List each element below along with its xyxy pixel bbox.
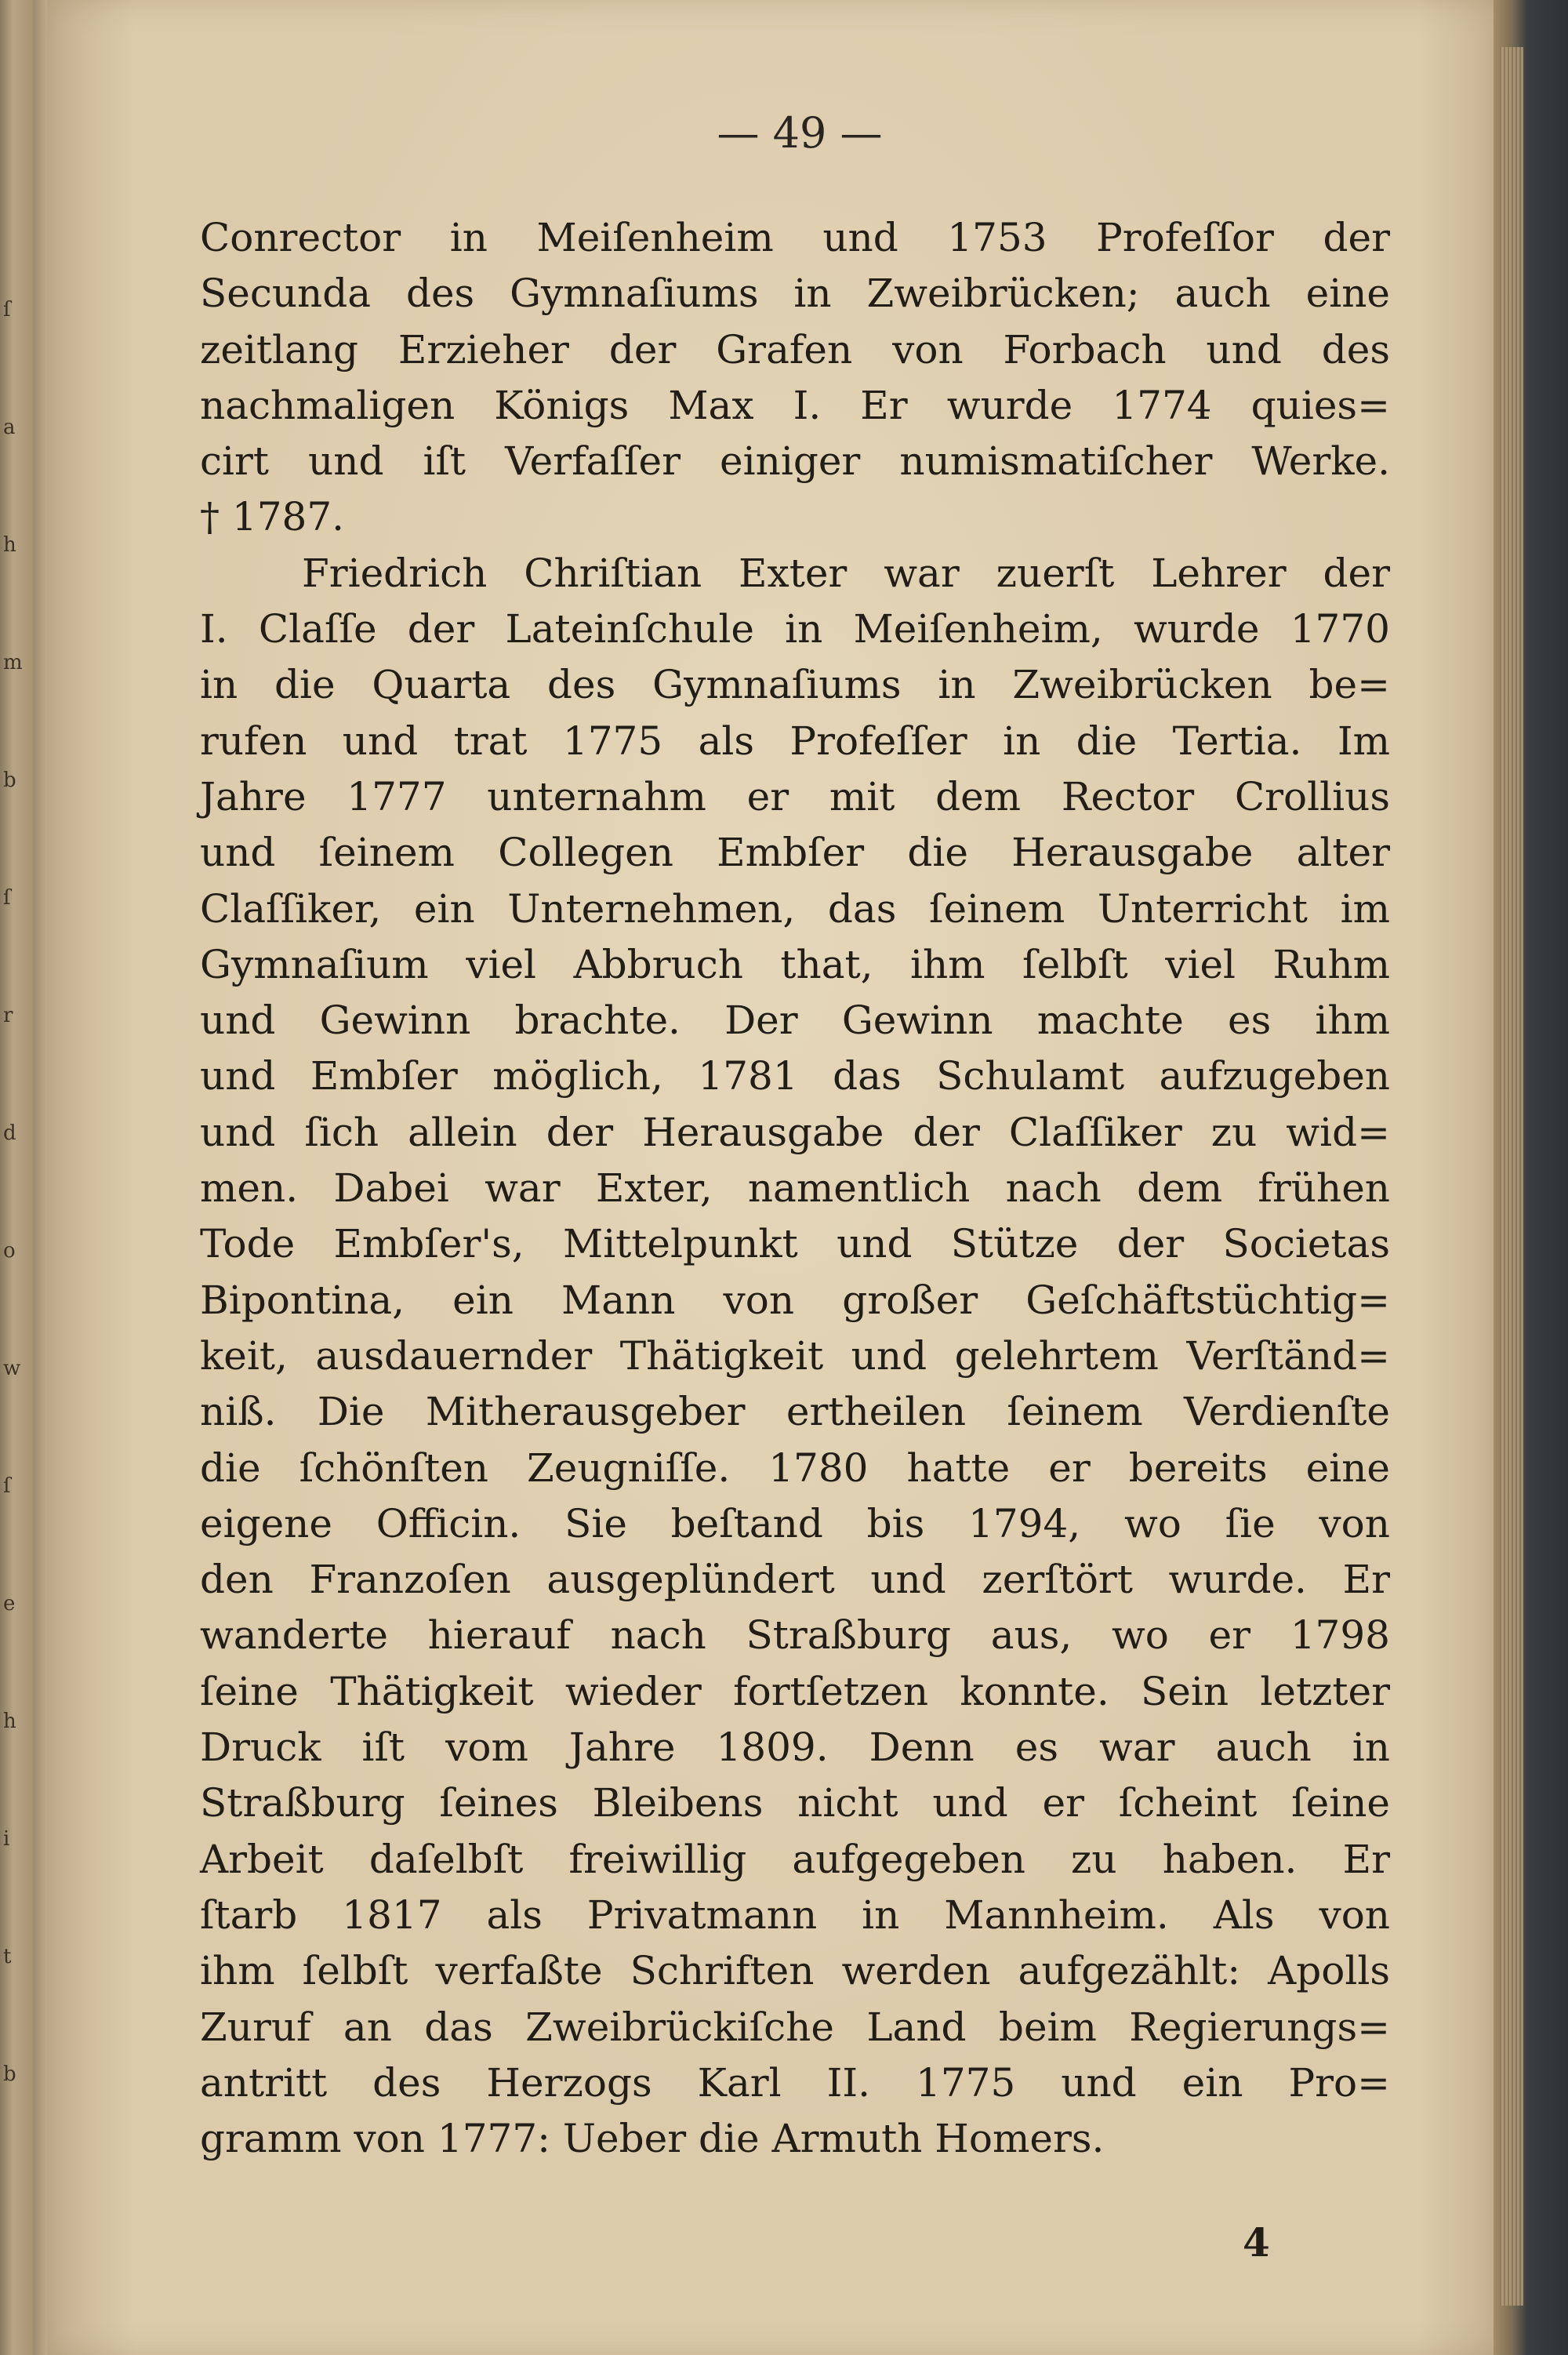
text-line: antritt des Herzogs Karl II. 1775 und ein Pro= xyxy=(200,2059,1390,2106)
text-line: Secunda des Gymnaſiums in Zweibrücken; auch eine xyxy=(200,271,1390,317)
text-line: den Franzoſen ausgeplündert und zerſtört wurde. Er xyxy=(200,1557,1390,1603)
left-page-fragment: ſ xyxy=(3,298,12,322)
left-page-fragment: b xyxy=(3,2062,17,2086)
page-number: — 49 — xyxy=(717,108,883,158)
text-line: Straßburg ſeines Bleibens nicht und er ſcheint ſeine xyxy=(200,1780,1390,1826)
left-page-fragment: d xyxy=(3,1121,17,1145)
text-line: Druck iſt vom Jahre 1809. Denn es war auch in xyxy=(200,1724,1390,1771)
left-page-fragment: e xyxy=(3,1592,16,1615)
left-page-fragment: o xyxy=(3,1239,16,1263)
left-page-fragment: b xyxy=(3,769,17,792)
text-line: I. Claſſe der Lateinſchule in Meiſenheim, wurde 1770 xyxy=(200,606,1390,652)
text-line: Tode Embſer's, Mittelpunkt und Stütze der Societas xyxy=(200,1221,1390,1267)
text-line: gramm von 1777: Ueber die Armuth Homers. xyxy=(200,2116,1105,2162)
left-page-fragment: ſ xyxy=(3,1474,12,1498)
left-page-fragment: w xyxy=(3,1357,22,1380)
text-line: nachmaligen Königs Max I. Er wurde 1774 quies= xyxy=(200,382,1390,428)
text-line: Gymnaſium viel Abbruch that, ihm ſelbſt viel Ruhm xyxy=(200,941,1390,987)
text-line: rufen und trat 1775 als Profeſſer in die Tertia. Im xyxy=(200,718,1390,764)
text-line: in die Quarta des Gymnaſiums in Zweibrücken be= xyxy=(200,662,1390,708)
text-line: die ſchönſten Zeugniſſe. 1780 hatte er bereits eine xyxy=(200,1445,1390,1491)
left-page-fragment: i xyxy=(3,1827,11,1851)
text-line: Bipontina, ein Mann von großer Geſchäftstüchtig= xyxy=(200,1277,1390,1323)
left-page-fragment: h xyxy=(3,533,17,557)
text-line: cirt und iſt Verfaſſer einiger numismatiſcher Werke. xyxy=(200,438,1390,485)
text-line: Arbeit daſelbſt freiwillig aufgegeben zu haben. Er xyxy=(200,1836,1390,1882)
text-line: Jahre 1777 unternahm er mit dem Rector Crollius xyxy=(200,773,1390,820)
text-line: † 1787. xyxy=(200,494,345,540)
text-line: keit, ausdauernder Thätigkeit und gelehrtem Verſtänd= xyxy=(200,1332,1390,1379)
left-page-edge xyxy=(0,0,33,2355)
right-page-edge xyxy=(1494,0,1568,2355)
text-line: Zuruf an das Zweibrückiſche Land beim Regierungs= xyxy=(200,2004,1390,2050)
text-line: eigene Officin. Sie beſtand bis 1794, wo ſie von xyxy=(200,1500,1390,1546)
text-line: men. Dabei war Exter, namentlich nach dem frühen xyxy=(200,1165,1390,1212)
book-page xyxy=(47,0,1505,2355)
text-line: ihm ſelbſt verfaßte Schriften werden aufgezählt: Apolls xyxy=(200,1948,1390,1994)
left-page-fragment: r xyxy=(3,1004,14,1027)
text-line: Friedrich Chriſtian Exter war zuerſt Lehrer der xyxy=(302,550,1390,596)
text-line: und Embſer möglich, 1781 das Schulamt aufzugeben xyxy=(200,1053,1390,1099)
text-line: und ſich allein der Herausgabe der Claſſiker zu wid= xyxy=(200,1109,1390,1155)
left-page-fragment: ſ xyxy=(3,886,12,910)
signature-mark: 4 xyxy=(1243,2219,1270,2266)
text-line: ſtarb 1817 als Privatmann in Mannheim. Als von xyxy=(200,1892,1390,1938)
text-line: und ſeinem Collegen Embſer die Herausgabe alter xyxy=(200,830,1390,876)
text-line: ſeine Thätigkeit wieder fortſetzen konnte. Sein letzter xyxy=(200,1668,1390,1714)
left-page-fragment: h xyxy=(3,1710,17,1733)
left-page-fragment: t xyxy=(3,1945,13,1968)
left-page-fragment: a xyxy=(3,416,16,439)
text-line: und Gewinn brachte. Der Gewinn machte es ihm xyxy=(200,998,1390,1044)
page-stack-lines xyxy=(1500,47,1523,2306)
text-line: Conrector in Meiſenheim und 1753 Profeſſor der xyxy=(200,215,1390,260)
text-line: Claſſiker, ein Unternehmen, das ſeinem Unterricht im xyxy=(200,885,1390,932)
left-page-fragment: m xyxy=(3,651,24,674)
text-line: zeitlang Erzieher der Grafen von Forbach und des xyxy=(200,326,1390,373)
text-line: niß. Die Mitherausgeber ertheilen ſeinem Verdienſte xyxy=(200,1389,1390,1435)
body-text xyxy=(200,210,1390,2167)
text-line: wanderte hierauf nach Straßburg aus, wo er 1798 xyxy=(200,1612,1390,1659)
